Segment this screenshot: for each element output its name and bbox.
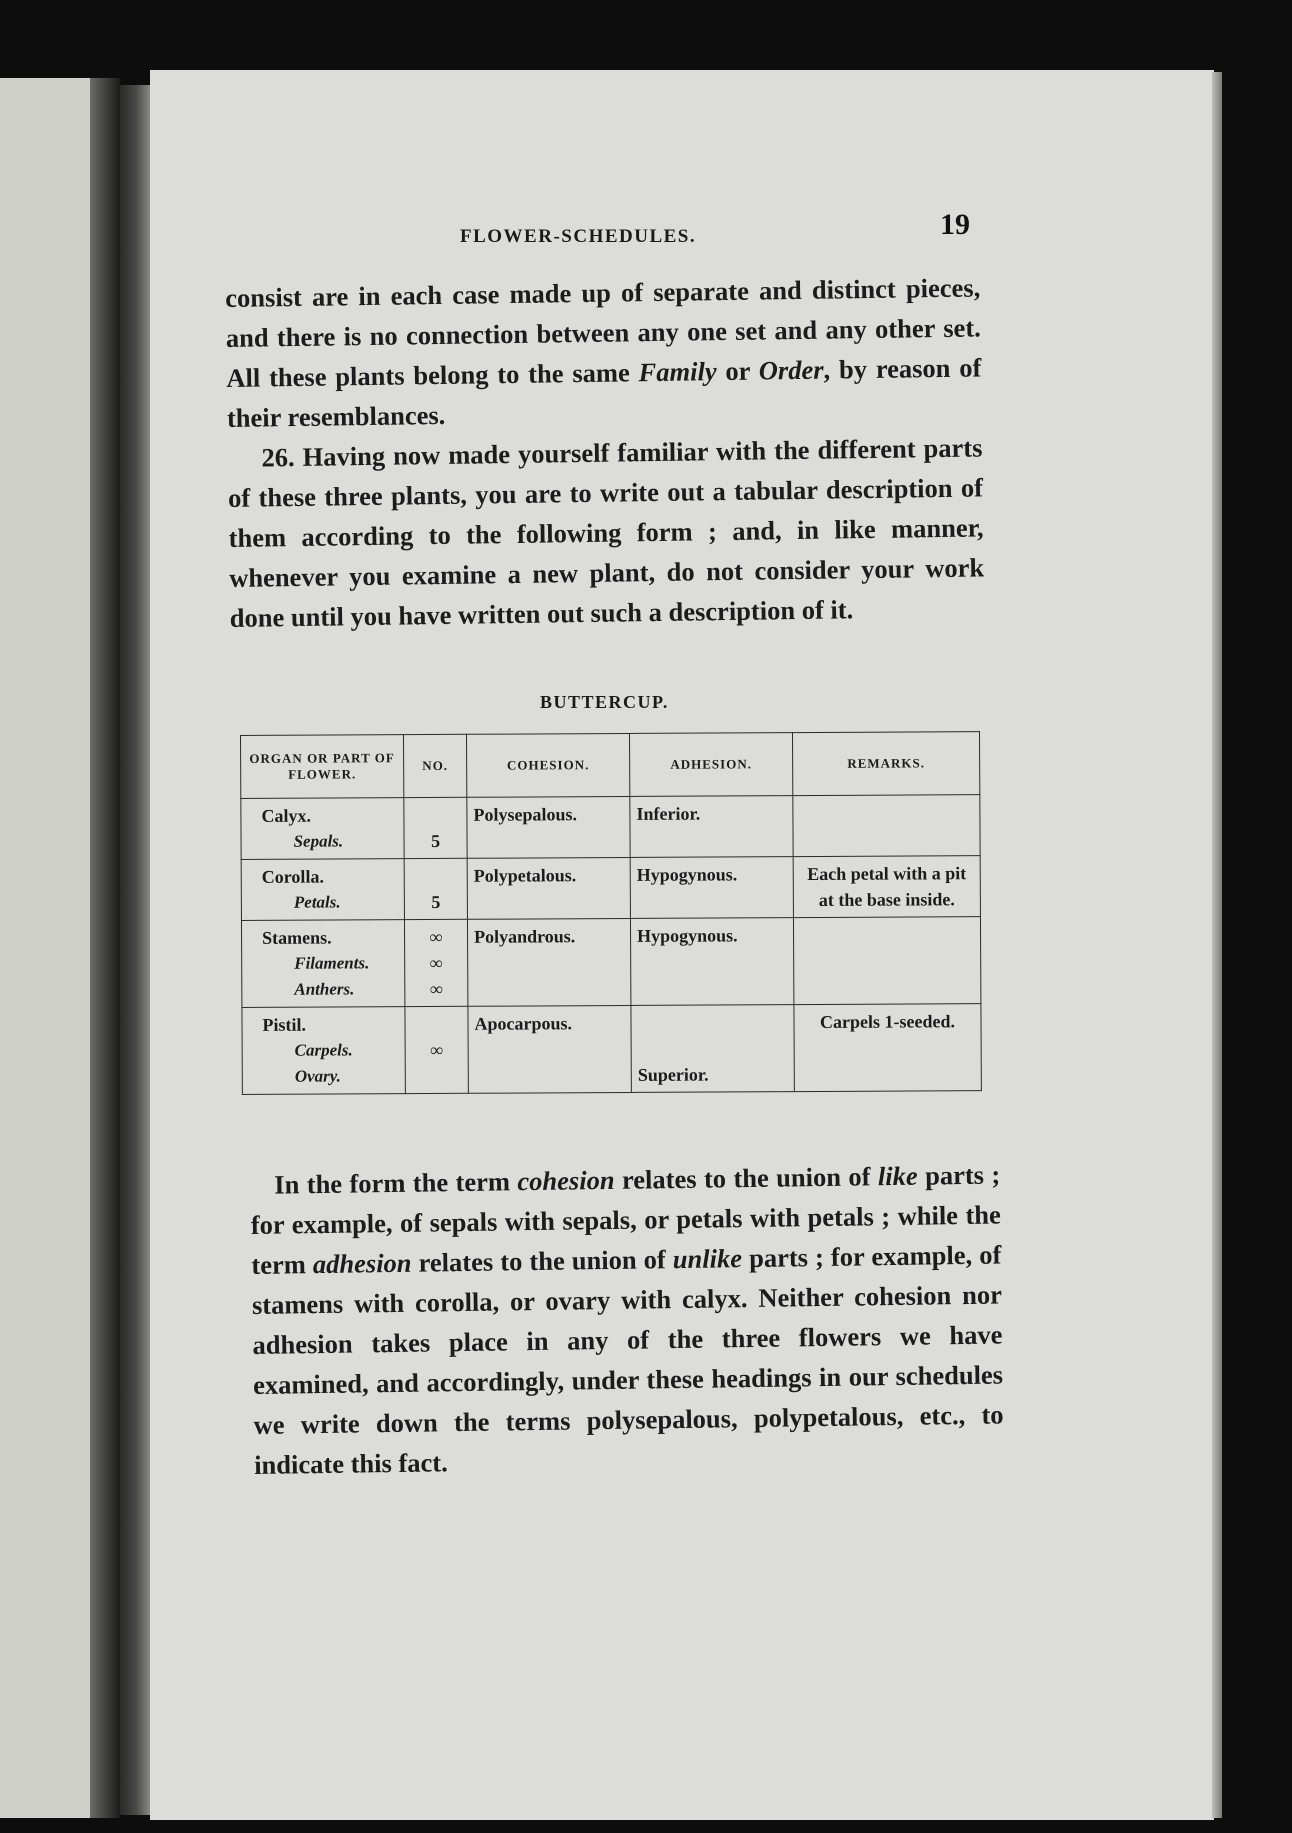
table-row [241,856,980,921]
text-run: relates to the union of [614,1161,879,1195]
header-no: NO. [404,734,467,797]
cohesion-cell: Polyandrous. [467,918,630,1006]
number-cell [405,1006,468,1093]
bottom-text-block [250,1155,1004,1485]
number-value: ∞ [429,926,443,948]
italic-term-order: Order [758,354,824,386]
number-value: ∞ [429,952,443,974]
organ-subpart: Sepals. [293,831,344,851]
organ-subpart: Petals. [293,892,341,912]
text-run: In the form the term [274,1166,518,1200]
left-page-shadow [90,78,120,1818]
table-title: BUTTERCUP. [540,692,669,712]
remarks-cell: Each petal with a pit at the base inside. [793,856,980,918]
paragraph-continuation [225,267,982,438]
table-row [241,917,980,1008]
remarks-cell [793,917,980,1005]
remarks-cell: Carpels 1-seeded. [794,1004,981,1092]
organ-cell [241,920,404,1008]
header-organ: ORGAN OR PART OF FLOWER. [241,735,404,799]
number-cell [404,858,467,919]
number-value [410,802,460,828]
table-row [242,1004,981,1095]
text-run: parts ; for example, of stamens with corolla, or ovary with calyx. Neither cohesion nor adhesion takes place in any of the three flowers we have examined, and accordingly, under these headings in our schedules we write down the terms polysepalous, polypetalous, etc., to indicate this fact. [251,1239,1004,1480]
cohesion-cell: Polysepalous. [467,796,630,858]
text-run: parts ; for example, of sepals with sepals, or petals with petals ; while the term [250,1159,1001,1280]
number-value [411,863,461,889]
organ-subpart: Anthers. [294,979,355,999]
organ-subpart: Ovary. [294,1066,341,1086]
italic-term-family: Family [638,356,717,388]
number-value: ∞ [430,1039,444,1061]
organ-name: Stamens. [262,927,332,948]
organ-subpart: Filaments. [294,953,370,973]
paragraph-26: 26. Having now made yourself familiar with the different parts of these three plants, you are to write out a tabular description of them according to the following form ; and, in like manner, whenever you examine a new plant, do not consider your work done until you have written out such a description of it. [227,432,985,633]
organ-cell [241,798,404,860]
header-remarks: REMARKS. [792,732,979,796]
organ-subpart: Carpels. [294,1040,353,1060]
table-row [241,795,980,860]
number-value: ∞ [429,978,443,1000]
header-cohesion: COHESION. [466,733,629,797]
number-value: 5 [431,891,441,913]
organ-name: Pistil. [262,1014,307,1035]
number-value: 5 [431,830,441,852]
page-edge [1212,72,1222,1818]
paragraph-cohesion-adhesion [250,1155,1004,1485]
table-header-row [241,732,980,799]
organ-name: Corolla. [261,866,324,887]
text-run: , by reason of their resemblances. [226,352,982,433]
remarks-cell [793,795,980,857]
organ-name: Calyx. [261,805,311,826]
number-cell [404,919,467,1006]
flower-schedule-table [240,731,982,1095]
top-text-block [225,267,985,638]
running-head: FLOWER-SCHEDULES. [460,226,697,247]
adhesion-cell: Inferior. [630,796,793,858]
page-number: 19 [940,208,970,241]
book-spine [120,85,150,1815]
italic-term-unlike: unlike [672,1243,743,1275]
adhesion-cell: Superior. [631,1005,794,1093]
italic-term-like: like [877,1160,918,1192]
adhesion-cell: Hypogynous. [630,857,793,919]
left-page-edge [0,78,120,1818]
text-run: relates to the union of [411,1244,674,1278]
text-run: or [716,355,759,387]
organ-cell [242,1007,405,1095]
number-value [412,1063,462,1089]
number-value [411,1011,461,1037]
italic-term-cohesion: cohesion [517,1164,615,1197]
number-cell [404,797,467,858]
cohesion-cell: Apocarpous. [468,1005,631,1093]
cohesion-cell: Polypetalous. [467,857,630,919]
organ-cell [241,859,404,921]
text-run: consist are in each case made up of separate and distinct pieces, and there is no connection between any one set and any other set. All these plants belong to the same [225,272,981,393]
header-adhesion: ADHESION. [629,733,792,797]
italic-term-adhesion: adhesion [312,1247,412,1280]
adhesion-cell: Hypogynous. [630,918,793,1006]
